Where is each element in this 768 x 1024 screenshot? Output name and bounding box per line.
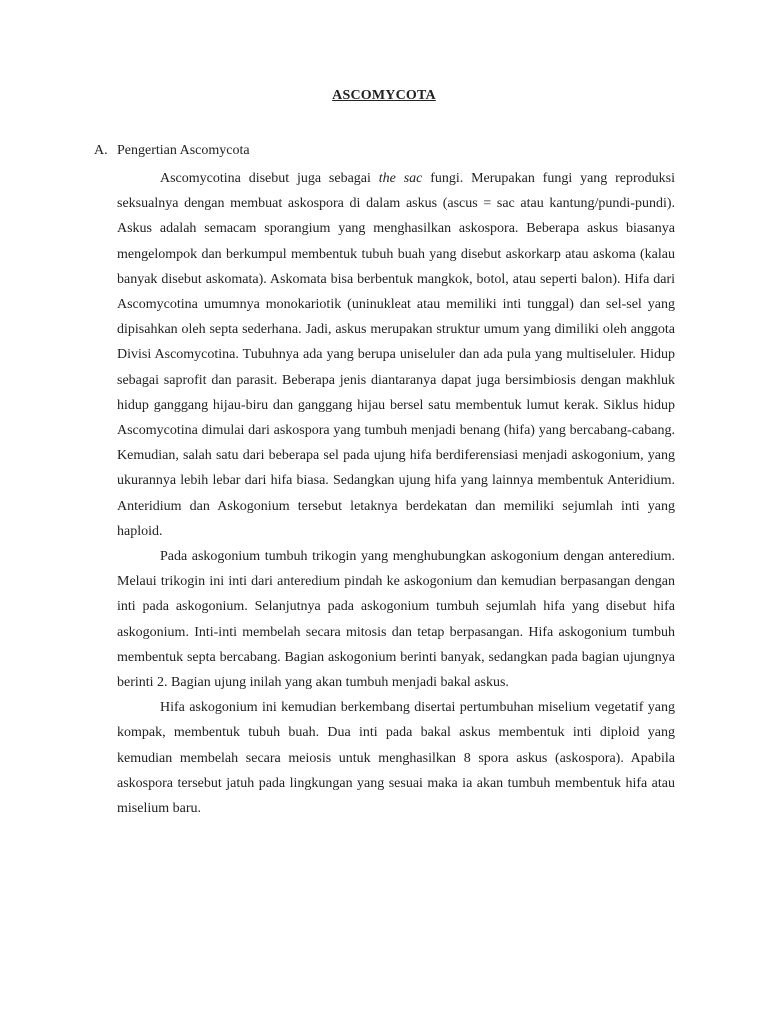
section-heading xyxy=(94,143,250,159)
paragraph-3: Hifa askogonium ini kemudian berkembang disertai pertumbuhan miselium vegetatif yang kompak, membentuk tubuh buah. Dua inti pada bakal askus membentuk inti diploid yang kemudian membelah secara meiosis untuk menghasilkan 8 spora askus (askospora). Apabila askospora tersebut jatuh pada lingkungan yang sesuai maka ia akan tumbuh membentuk hifa atau miselium baru. xyxy=(117,700,675,817)
section-body xyxy=(117,166,675,821)
paragraph-1 xyxy=(117,166,675,544)
paragraph-1-italic-term: the sac xyxy=(378,171,423,186)
document-title: ASCOMYCOTA xyxy=(332,88,436,103)
section-marker: A. xyxy=(94,143,108,158)
section-heading-text: Pengertian Ascomycota xyxy=(117,143,250,158)
paragraph-1-rest: fungi. Merupakan fungi yang reproduksi seksualnya dengan membuat askospora di dalam askus (ascus = sac atau kantung/pundi-pundi). Askus adalah semacam sporangium yang menghasilkan askospora. Beberapa askus biasanya mengelompok dan berkumpul membentuk tubuh buah yang disebut askorkarp atau askoma (kalau banyak disebut askomata). Askomata bisa berbentuk mangkok, botol, atau seperti balon). Hifa dari Ascomycotina umumnya monokariotik (uninukleat atau memiliki inti tunggal) dan sel-sel yang dipisahkan oleh septa sederhana. Jadi, askus merupakan struktur umum yang dimiliki oleh anggota Divisi Ascomycotina. Tubuhnya ada yang berupa uniseluler dan ada pula yang multiseluler. Hidup sebagai saprofit dan parasit. Beberapa jenis diantaranya dapat juga bersimbiosis dengan makhluk hidup ganggang hijau-biru dan ganggang hijau bersel satu membentuk lumut kerak. Siklus hidup Ascomycotina dimulai dari askospora yang tumbuh menjadi benang (hifa) yang bercabang-cabang. Kemudian, salah satu dari beberapa sel pada ujung hifa berdiferensiasi menjadi askogonium, yang ukurannya lebih lebar dari hifa biasa. Sedangkan ujung hifa yang lainnya membentuk Anteridium. Anteridium dan Askogonium tersebut letaknya berdekatan dan memiliki sejumlah inti yang haploid. xyxy=(117,171,675,539)
paragraph-1-start: Ascomycotina disebut juga sebagai xyxy=(160,171,379,186)
paragraph-2: Pada askogonium tumbuh trikogin yang menghubungkan askogonium dengan anteredium. Melaui trikogin ini inti dari anteredium pindah ke askogonium dan kemudian berpasangan dengan inti pada askogonium. Selanjutnya pada askogonium tumbuh sejumlah hifa yang disebut hifa askogonium. Inti-inti membelah secara mitosis dan tetap berpasangan. Hifa askogonium tumbuh membentuk septa bercabang. Bagian askogonium berinti banyak, sedangkan pada bagian ujungnya berinti 2. Bagian ujung inilah yang akan tumbuh menjadi bakal askus. xyxy=(117,549,675,691)
